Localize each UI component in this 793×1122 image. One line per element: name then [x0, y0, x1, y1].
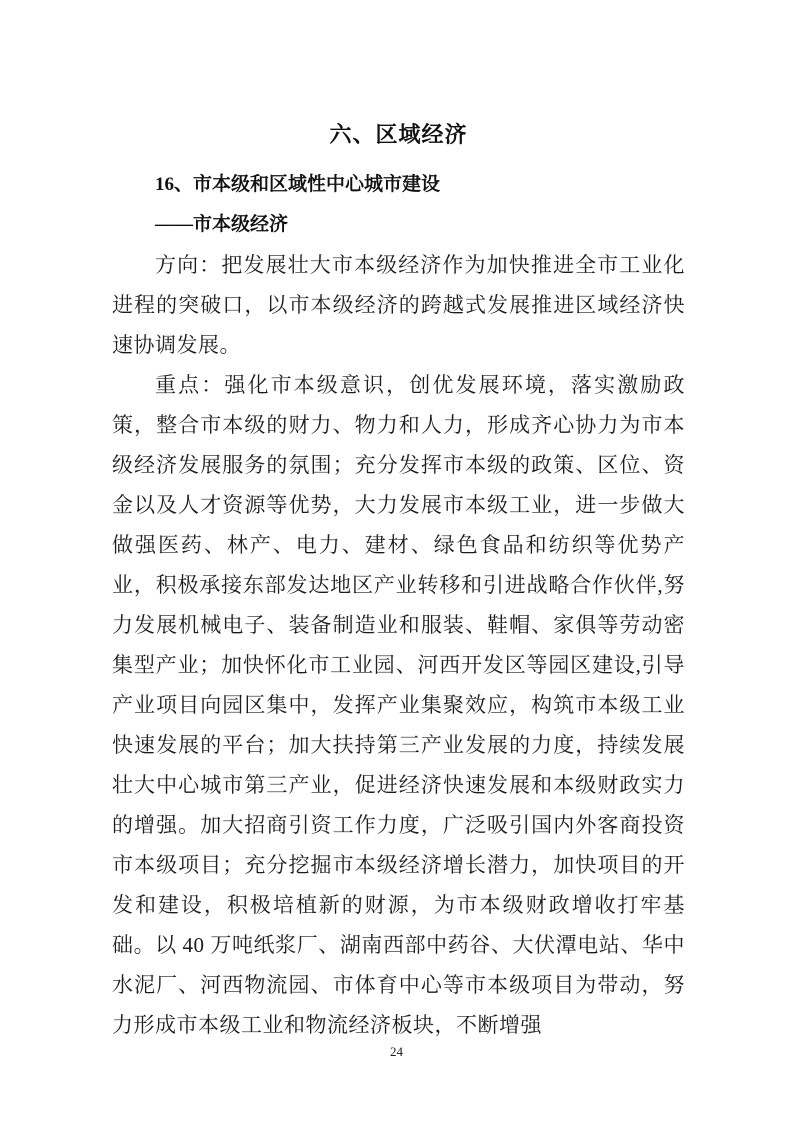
sub-heading: ——市本级经济	[155, 214, 289, 235]
page-number: 24	[390, 1044, 403, 1059]
paragraph-direction: 方向：把发展壮大市本级经济作为加快推进全市工业化进程的突破口，以市本级经济的跨越式发展推进区域经济快速协调发展。	[112, 253, 685, 357]
section-heading: 16、市本级和区域性中心城市建设	[155, 174, 441, 195]
paragraph-key-points: 重点：强化市本级意识，创优发展环境，落实激励政策，整合市本级的财力、物力和人力，形成齐心协力为市本级经济发展服务的氛围；充分发挥市本级的政策、区位、资金以及人才资源等优势，大力发展市本级工业，进一步做大做强医药、林产、电力、建材、绿色食品和纺织等优势产业，积极承接东部发达地区产业转移和引进战略合作伙伴,努力发展机械电子、装备制造业和服装、鞋帽、家俱等劳动密集型产业；加快怀化市工业园、河西开发区等园区建设,引导产业项目向园区集中，发挥产业集聚效应，构筑市本级工业快速发展的平台；加大扶持第三产业发展的力度，持续发展壮大中心城市第三产业，促进经济快速发展和本级财政实力的增强。加大招商引资工作力度，广泛吸引国内外客商投资市本级项目；充分挖掘市本级经济增长潜力，加快项目的开发和建设，积极培植新的财源，为市本级财政增收打牢基础。以 40 万吨纸浆厂、湖南西部中药谷、大伏潭电站、华中水泥厂、河西物流园、市体育中心等市本级项目为带动，努力形成市本级工业和物流经济板块，不断增强	[112, 373, 685, 1037]
page-title: 六、区域经济	[329, 122, 468, 147]
